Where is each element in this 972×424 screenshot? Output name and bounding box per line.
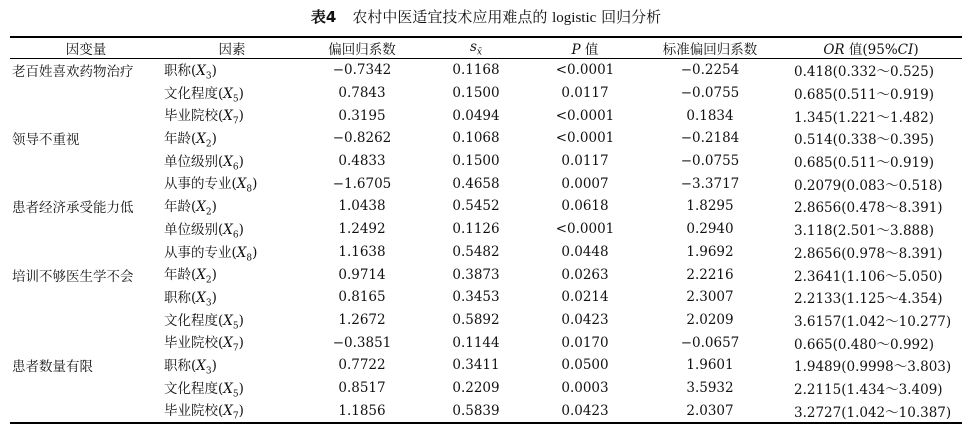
cell-standard-error: 0.0494 <box>452 107 500 124</box>
table-row <box>10 331 962 354</box>
cell-dependent-variable <box>10 104 162 127</box>
cell-dependent-variable: 患者经济承受能力低 <box>12 200 134 217</box>
cell-standard-coefficient: 1.8295 <box>686 198 734 215</box>
cell-coefficient: −0.8262 <box>332 130 392 147</box>
cell-coefficient: 0.7843 <box>338 85 386 102</box>
caption-title-tail: 回归分析 <box>601 8 662 26</box>
cell-dependent-variable <box>10 241 162 264</box>
cell-odds-ratio: 0.685(0.511～0.919) <box>794 87 934 104</box>
cell-odds-ratio: 0.665(0.480～0.992) <box>794 336 934 353</box>
cell-odds-ratio: 0.2079(0.083～0.518) <box>794 177 943 194</box>
cell-coefficient: 1.2492 <box>338 221 386 238</box>
cell-standard-coefficient: 2.3007 <box>686 289 734 306</box>
cell-p-value: 0.0117 <box>561 153 609 170</box>
cell-standard-error: 0.1500 <box>452 153 500 170</box>
cell-factor: 年龄$(X_2)$ <box>164 267 217 286</box>
cell-coefficient: 1.0438 <box>338 198 386 215</box>
cell-standard-error: 0.3453 <box>452 289 500 306</box>
cell-standard-coefficient: 2.0209 <box>686 311 734 328</box>
cell-odds-ratio: 0.418(0.332～0.525) <box>794 64 934 81</box>
cell-odds-ratio: 1.345(1.221～1.482) <box>794 109 934 126</box>
cell-standard-error: 0.1126 <box>452 221 500 238</box>
table-row <box>10 263 962 286</box>
cell-factor: 从事的专业$(X_8)$ <box>164 244 258 264</box>
cell-factor: 职称$(X_3)$ <box>164 63 217 82</box>
cell-coefficient: 1.1638 <box>338 243 386 260</box>
cell-odds-ratio: 2.3641(1.106～5.050) <box>794 268 943 285</box>
cell-odds-ratio: 1.9489(0.9998～3.803) <box>794 359 952 376</box>
cell-dependent-variable <box>10 150 162 173</box>
cell-coefficient: 0.4833 <box>338 153 386 170</box>
cell-dependent-variable <box>10 331 162 354</box>
cell-factor: 毕业院校$(X_7)$ <box>162 399 302 423</box>
cell-factor: 年龄$(X_2)$ <box>164 131 217 150</box>
header-factor: 因素 <box>162 37 302 59</box>
cell-dependent-variable: 培训不够医生学不会 <box>12 268 134 285</box>
table-caption <box>0 8 972 27</box>
cell-factor: 毕业院校$(X_7)$ <box>164 108 244 128</box>
cell-standard-error: 0.1144 <box>452 334 500 351</box>
caption-title-en: logistic <box>552 10 597 26</box>
cell-coefficient: 1.1856 <box>302 399 422 423</box>
cell-standard-coefficient: −0.0657 <box>680 334 740 351</box>
cell-dependent-variable <box>10 286 162 309</box>
cell-standard-error: 0.5482 <box>452 243 500 260</box>
cell-coefficient: −0.3851 <box>332 334 392 351</box>
caption-title-cn: 农村中医适宜技术应用难点的 <box>352 8 548 26</box>
cell-odds-ratio: 0.514(0.338～0.395) <box>794 132 934 149</box>
cell-odds-ratio: 3.2727(1.042～10.387) <box>780 399 962 423</box>
header-odds-ratio: OR 值(95%CI) <box>780 37 962 59</box>
cell-dependent-variable: 领导不重视 <box>12 132 80 149</box>
cell-factor: 职称$(X_3)$ <box>164 289 217 309</box>
cell-standard-error: 0.1068 <box>452 130 500 147</box>
cell-p-value: <0.0001 <box>555 62 615 79</box>
cell-standard-error: 0.1168 <box>452 62 500 79</box>
cell-coefficient: −0.7342 <box>332 62 392 79</box>
cell-factor: 文化程度$(X_5)$ <box>164 312 244 332</box>
cell-factor: 年龄$(X_2)$ <box>164 199 217 218</box>
table-row <box>10 241 962 264</box>
cell-odds-ratio: 2.8656(0.978～8.391) <box>794 245 943 262</box>
cell-factor: 毕业院校$(X_7)$ <box>164 335 244 354</box>
cell-dependent-variable <box>10 218 162 241</box>
cell-standard-coefficient: −3.3717 <box>680 175 740 192</box>
cell-odds-ratio: 2.8656(0.478～8.391) <box>794 200 943 217</box>
table-row <box>10 59 962 82</box>
cell-coefficient: 0.8165 <box>338 289 386 306</box>
table-row <box>10 377 962 400</box>
cell-standard-error: 0.2209 <box>452 379 500 396</box>
cell-p-value: 0.0448 <box>561 243 609 260</box>
cell-coefficient: 1.2672 <box>338 311 386 328</box>
cell-odds-ratio: 0.685(0.511～0.919) <box>794 155 934 172</box>
cell-standard-error: 0.5839 <box>422 399 530 423</box>
cell-dependent-variable <box>10 399 162 423</box>
cell-p-value: <0.0001 <box>555 107 615 124</box>
cell-standard-error: 0.5892 <box>452 311 500 328</box>
cell-p-value: 0.0500 <box>561 357 609 374</box>
cell-dependent-variable <box>10 309 162 332</box>
table-row <box>10 195 962 218</box>
cell-factor: 职称$(X_3)$ <box>164 357 217 377</box>
header-p-value: P 值 <box>530 37 640 59</box>
table-row <box>10 309 962 332</box>
cell-p-value: <0.0001 <box>555 221 615 238</box>
table-row <box>10 172 962 195</box>
cell-factor: 文化程度$(X_5)$ <box>164 85 244 105</box>
cell-dependent-variable: 老百姓喜欢药物治疗 <box>12 64 134 81</box>
cell-standard-error: 0.3411 <box>452 357 500 374</box>
table-body <box>10 59 962 424</box>
cell-dependent-variable: 患者数量有限 <box>12 359 93 376</box>
cell-factor: 从事的专业$(X_8)$ <box>164 176 258 196</box>
cell-odds-ratio: 3.118(2.501～3.888) <box>794 223 934 240</box>
table-row <box>10 150 962 173</box>
header-standard-coefficient: 标准偏回归系数 <box>640 37 780 59</box>
cell-factor: 单位级别$(X_6)$ <box>164 221 244 241</box>
header-coefficient: 偏回归系数 <box>302 37 422 59</box>
table-row <box>10 286 962 309</box>
cell-factor: 单位级别$(X_6)$ <box>164 153 244 173</box>
cell-p-value: 0.0214 <box>561 289 609 306</box>
cell-standard-coefficient: −0.0755 <box>680 85 740 102</box>
cell-p-value: 0.0117 <box>561 85 609 102</box>
cell-standard-coefficient: 1.9692 <box>686 243 734 260</box>
cell-p-value: <0.0001 <box>555 130 615 147</box>
cell-standard-coefficient: −0.2254 <box>680 62 740 79</box>
cell-standard-coefficient: −0.2184 <box>680 130 740 147</box>
table-row <box>10 354 962 377</box>
cell-factor: 文化程度$(X_5)$ <box>164 380 244 400</box>
cell-standard-coefficient: 0.2940 <box>686 221 734 238</box>
cell-odds-ratio: 2.2115(1.434～3.409) <box>794 381 943 398</box>
table-label: 表4 <box>310 8 337 26</box>
cell-standard-coefficient: 2.0307 <box>640 399 780 423</box>
table-row <box>10 127 962 150</box>
table-row <box>10 82 962 105</box>
cell-standard-error: 0.1500 <box>452 85 500 102</box>
cell-p-value: 0.0618 <box>561 198 609 215</box>
cell-p-value: 0.0423 <box>530 399 640 423</box>
cell-standard-error: 0.5452 <box>452 198 500 215</box>
cell-standard-error: 0.3873 <box>452 266 500 283</box>
table-row <box>10 218 962 241</box>
cell-standard-coefficient: −0.0755 <box>680 153 740 170</box>
header-dependent-variable: 因变量 <box>10 37 162 59</box>
cell-standard-coefficient: 2.2216 <box>686 266 734 283</box>
cell-dependent-variable <box>10 82 162 105</box>
table-row <box>10 104 962 127</box>
cell-coefficient: 0.3195 <box>338 107 386 124</box>
cell-p-value: 0.0263 <box>561 266 609 283</box>
cell-coefficient: 0.7722 <box>338 357 386 374</box>
cell-dependent-variable <box>10 377 162 400</box>
cell-odds-ratio: 3.6157(1.042～10.277) <box>794 313 952 330</box>
table-header-row <box>10 37 962 59</box>
header-standard-error: $s_{x̄}$ <box>422 37 530 59</box>
cell-coefficient: 0.9714 <box>338 266 386 283</box>
cell-p-value: 0.0170 <box>561 334 609 351</box>
cell-p-value: 0.0003 <box>561 379 609 396</box>
cell-standard-coefficient: 3.5932 <box>686 379 734 396</box>
cell-p-value: 0.0423 <box>561 311 609 328</box>
cell-dependent-variable <box>10 172 162 195</box>
cell-coefficient: −1.6705 <box>332 175 392 192</box>
cell-odds-ratio: 2.2133(1.125～4.354) <box>794 291 943 308</box>
table-row <box>10 399 962 423</box>
cell-p-value: 0.0007 <box>561 175 609 192</box>
cell-standard-error: 0.4658 <box>452 175 500 192</box>
cell-standard-coefficient: 0.1834 <box>686 107 734 124</box>
cell-standard-coefficient: 1.9601 <box>686 357 734 374</box>
logistic-regression-table <box>10 36 962 424</box>
cell-coefficient: 0.8517 <box>338 379 386 396</box>
